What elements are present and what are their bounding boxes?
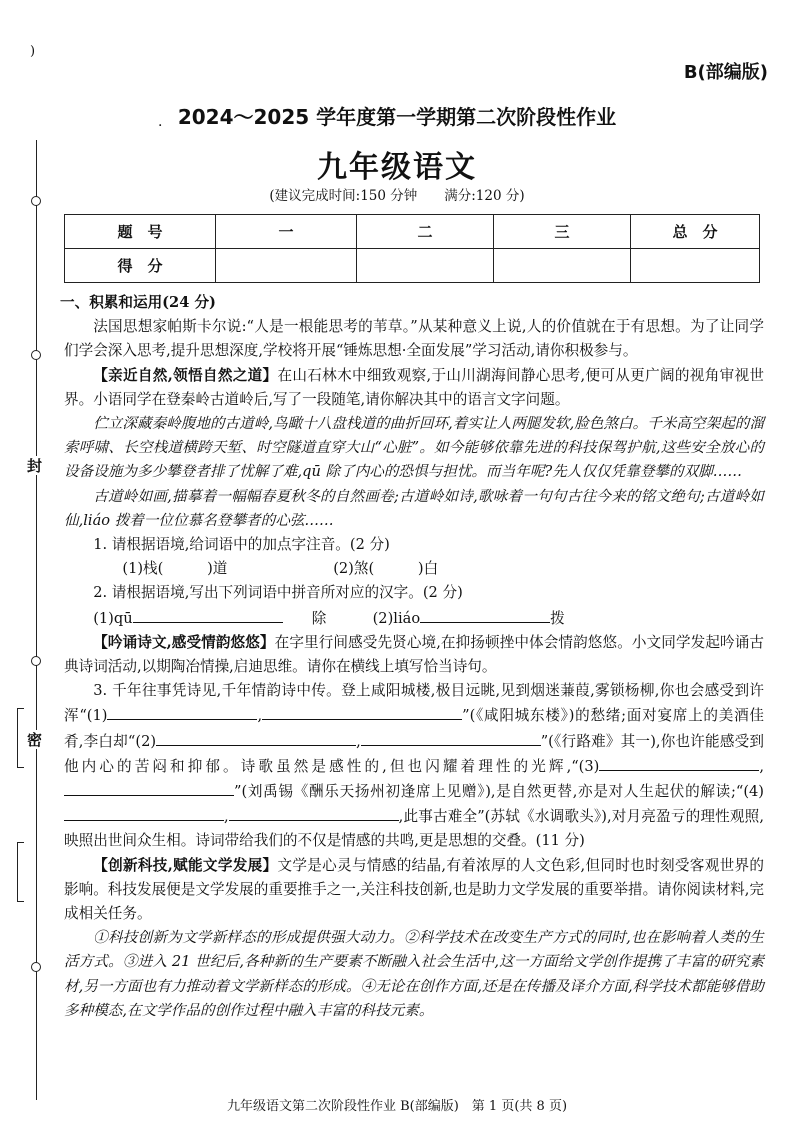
passage-3: ①科技创新为文学新样态的形成提供强大动力。②科学技术在改变生产方式的同时,也在影响着人类的生活方式。③进入 21 世纪后,各种新的生产要素不断融入社会生活中,这一方面给文学创作提携了丰富的研究素材,另一方面也有力推动着文学新样态的形成。④无论在创作方面,还是在传播及译介方面,科学技术都能够借助多种模态,在文学作品的创作过程中融入丰富的科技元素。 <box>64 929 764 1019</box>
score-table <box>64 214 760 283</box>
row-label-score: 得 分 <box>65 249 216 283</box>
answer-blank-3-3b[interactable] <box>64 779 234 796</box>
question-2-item-b-char: 拨 <box>550 609 565 627</box>
binding-label-secret: 密 <box>25 732 43 747</box>
question-3-text-1: 3. 千年往事凭诗见,千年情韵诗中传。登上咸阳城楼,极目远眺,见到烟迷蒹葭,雾锁杨柳,你也会感受到许浑“(1) <box>64 682 764 725</box>
header-cell-total: 总 分 <box>631 215 760 249</box>
passage-2: 古道岭如画,描摹着一幅幅春夏秋冬的自然画卷;古道岭如诗,歌咏着一句句古往今来的铭文绝句;古道岭如仙,liáo 拨着一位位慕名登攀者的心弦…… <box>64 487 764 529</box>
answer-blank-liao[interactable] <box>420 606 550 623</box>
question-2-items <box>64 606 764 631</box>
exam-title: 2024～2025 学年度第一学期第二次阶段性作业 <box>177 105 617 129</box>
passage-1: 伫立深藏秦岭腹地的古道岭,鸟瞰十八盘栈道的曲折回环,着实让人两腿发软,脸色煞白。千米高空架起的溜索呼啸、长空栈道横跨天堑、时空隧道直穿大山“心脏”。如今能够依靠先进的科技保驾护航,这些安全放心的设备设施为多少攀登者排了忧解了难,qū 除了内心的恐惧与担忧。而当年呢?先人仅仅凭靠登攀的双脚…… <box>64 415 764 481</box>
question-2-item-a-char: 除 <box>311 609 327 627</box>
answer-blank-3-1b[interactable] <box>262 703 462 720</box>
binding-bracket-2 <box>17 842 24 902</box>
score-cell-part-3[interactable] <box>494 249 631 283</box>
part-3-text: 文学是心灵与情感的结晶,有着浓厚的人文色彩,但同时也时刻受客观世界的影响。科技发展便是文学发展的重要推手之一,关注科技创新,也是助力文学发展的重要举措。请你阅读材料,完成相关任务。 <box>64 856 765 923</box>
part-1-title: 【亲近自然,领悟自然之道】 <box>93 366 278 384</box>
section-heading: 一、积累和运用(24 分) <box>60 294 216 311</box>
question-1: 1. 请根据语境,给词语中的加点字注音。(2 分) <box>93 536 390 554</box>
answer-blank-qu[interactable] <box>133 606 283 623</box>
question-3-text-4: ,此事古难全”(苏轼《水调歌头》),对月亮盈亏的理性观照,映照出世间众生相。诗词带给我们的不仅是情感的共鸣,更是思想的交叠。(11 分) <box>64 808 764 850</box>
question-3-text-2: 的愁绪;面对宴席上的美酒佳肴,李白却“(2) <box>64 707 765 750</box>
exam-meta: (建议完成时间:150 分钟 满分:120 分) <box>269 188 525 204</box>
subject-title: 九年级语文 <box>317 150 477 185</box>
binding-label-seal: 封 <box>25 458 43 473</box>
score-cell-total[interactable] <box>631 249 760 283</box>
question-1-items <box>64 557 764 581</box>
header-cell-part-3: 三 <box>494 215 631 249</box>
question-3-text-3: ”(《行路难》其一),你也许能感受到他内心的苦闷和抑郁。诗歌虽然是感性的,但也闪耀着理性的光辉,“(3) <box>64 732 764 775</box>
part-2-text: 在字里行间感受先贤心境,在抑扬顿挫中体会情韵悠悠。小文同学发起吟诵古典诗词活动,以期陶冶情操,启迪思维。请你在横线上填写恰当诗句。 <box>64 633 764 676</box>
part-3-paragraph <box>64 854 764 927</box>
part-1-paragraph <box>64 364 764 412</box>
part-2-title: 【吟诵诗文,感受情韵悠悠】 <box>93 633 275 651</box>
score-cell-part-2[interactable] <box>357 249 494 283</box>
answer-blank-3-3a[interactable] <box>599 754 759 771</box>
header-cell-question-no: 题 号 <box>65 215 216 249</box>
question-3-text-3b: ”(刘禹锡《酬乐天扬州初逢席上见赠》),是自然更替,亦是对人生起伏的解读;“(4) <box>234 783 764 801</box>
header-cell-part-1: 一 <box>216 215 357 249</box>
binding-hole-4 <box>31 962 41 972</box>
score-table-header <box>65 215 760 249</box>
question-2: 2. 请根据语境,写出下列词语中拼音所对应的汉字。(2 分) <box>93 584 463 602</box>
question-3-text-1b: ”(《咸阳城东楼》) <box>462 707 575 725</box>
scan-mark: · <box>158 118 163 134</box>
answer-blank-3-1a[interactable] <box>107 703 257 720</box>
page-footer: 九年级语文第二次阶段性作业 B(部编版) 第 1 页(共 8 页) <box>226 1099 568 1114</box>
part-1-text: 在山石林木中细致观察,于山川湖海间静心思考,便可从更广阔的视角审视世界。小语同学在登秦岭古道岭后,写了一段随笔,请你解决其中的语言文字问题。 <box>64 366 765 408</box>
score-table-row <box>65 249 760 283</box>
score-cell-part-1[interactable] <box>216 249 357 283</box>
binding-bracket-1 <box>17 708 24 768</box>
intro-paragraph: 法国思想家帕斯卡尔说:“人是一根能思考的苇草。”从某种意义上说,人的价值就在于有思想。为了让同学们学会深入思考,提升思想深度,学校将开展“锤炼思想·全面发展”学习活动,请你积极参与。 <box>64 318 764 360</box>
question-2-item-a-pinyin: (1)qū <box>93 609 133 627</box>
edition-tag: B(部编版) <box>683 62 768 83</box>
answer-blank-3-4b[interactable] <box>229 804 399 821</box>
part-3-title: 【创新科技,赋能文学发展】 <box>93 856 278 874</box>
question-2-item-b-pinyin: (2)liáo <box>372 609 421 627</box>
binding-line <box>36 140 37 1100</box>
answer-blank-3-4a[interactable] <box>64 804 224 821</box>
question-1-item-b: (2)煞( )白 <box>333 560 439 578</box>
question-1-item-a: (1)栈( )道 <box>122 560 228 578</box>
binding-hole-2 <box>31 350 41 360</box>
part-2-paragraph <box>64 631 764 679</box>
binding-hole-3 <box>31 656 41 666</box>
header-cell-part-2: 二 <box>357 215 494 249</box>
corner-mark: ) <box>30 44 36 59</box>
answer-blank-3-2b[interactable] <box>361 729 541 746</box>
answer-blank-3-2a[interactable] <box>156 729 356 746</box>
question-3: 3. 千年往事凭诗见,千年情韵诗中传。登上咸阳城楼,极目远眺,见到烟迷蒹葭,雾锁杨柳,你也会感受到许浑“(1) , ”(《咸阳城东楼》)的愁绪;面对宴席上的美酒佳肴,李白却“(2) , ”(《行路难》其一),你也许能感受到他内心的苦闷和抑郁。诗歌虽然是感性的,但也闪耀着理性的光辉,“(3) ,”(刘禹锡《酬乐天扬州初逢席上见赠》),是自然更替,亦是对人生起伏的解读;“(4), ,此事古难全”(苏轼《水调歌头》),对月亮盈亏的理性观照,映照出世间众生相。诗词带给我们的不仅是情感的共鸣,更是思想的交叠。(11 分) <box>64 682 765 850</box>
section-1 <box>60 291 765 1023</box>
